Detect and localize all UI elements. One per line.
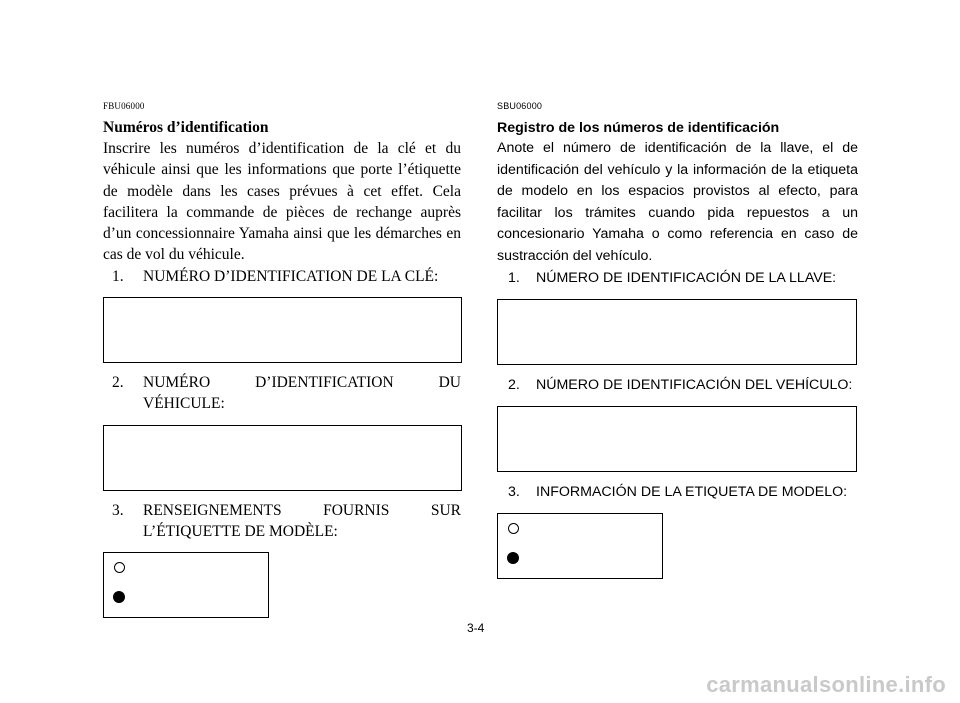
list-item-vehicle-number xyxy=(497,374,858,396)
item-label: NUMÉRO D’IDENTIFICATION DU VÉHICULE: xyxy=(143,374,461,413)
filled-circle-icon xyxy=(113,591,125,603)
item-number: 3. xyxy=(508,484,520,500)
item-number: 2. xyxy=(508,377,520,393)
item-label: NUMÉRO D’IDENTIFICATION DE LA CLÉ: xyxy=(143,267,439,285)
list-item-vehicle-number xyxy=(103,372,461,415)
spanish-column xyxy=(497,100,858,579)
model-label-field[interactable] xyxy=(497,513,663,579)
item-label: NÚMERO DE IDENTIFICACIÓN DE LA LLAVE: xyxy=(536,270,837,286)
open-circle-icon xyxy=(508,523,519,534)
list-item-model-label xyxy=(497,481,858,503)
item-label: INFORMACIÓN DE LA ETIQUETA DE MODELO: xyxy=(536,484,848,500)
vehicle-number-field[interactable] xyxy=(103,425,462,491)
item-number: 1. xyxy=(112,267,124,285)
list-item-key-number xyxy=(103,266,461,287)
page-number: 3-4 xyxy=(467,621,485,635)
section-heading: Registro de los números de identificación xyxy=(497,120,780,136)
item-label: RENSEIGNEMENTS FOURNIS SUR L’ÉTIQUETTE DE MODÈLE: xyxy=(143,501,461,540)
section-heading: Numéros d’identification xyxy=(103,119,269,136)
french-column xyxy=(103,100,461,618)
open-circle-icon xyxy=(114,562,125,573)
list-item-key-number xyxy=(497,267,858,289)
item-number: 1. xyxy=(508,270,520,286)
model-label-field[interactable] xyxy=(103,552,269,618)
section-paragraph: Inscrire les numéros d’identification de la clé et du véhicule ainsi que les informations que porte l’étiquette de modèle dans les cases prévues à cet effet. Cela facilitera la commande de pièces de rechange auprès d’un concessionnaire Yamaha ainsi que les démarches en cas de vol du véhicule. xyxy=(103,140,461,264)
key-number-field[interactable] xyxy=(497,299,857,365)
item-number: 3. xyxy=(112,501,124,519)
list-item-model-label xyxy=(103,500,461,543)
watermark: carmanualsonline.info xyxy=(706,672,946,697)
item-number: 2. xyxy=(112,374,124,392)
filled-circle-icon xyxy=(507,552,519,564)
section-paragraph: Anote el número de identificación de la llave, el de identificación del vehículo y la información de la etiqueta de modelo en los espacios provistos al efecto, para facilitar los trámites cuando pida repuestos a un concesionario Yamaha o como referencia en caso de sustracción del vehículo. xyxy=(497,140,858,264)
section-code: SBU06000 xyxy=(497,101,543,111)
section-code: FBU06000 xyxy=(103,101,145,111)
vehicle-number-field[interactable] xyxy=(497,406,857,472)
key-number-field[interactable] xyxy=(103,297,462,363)
item-label: NÚMERO DE IDENTIFICACIÓN DEL VEHÍCULO: xyxy=(536,377,853,393)
